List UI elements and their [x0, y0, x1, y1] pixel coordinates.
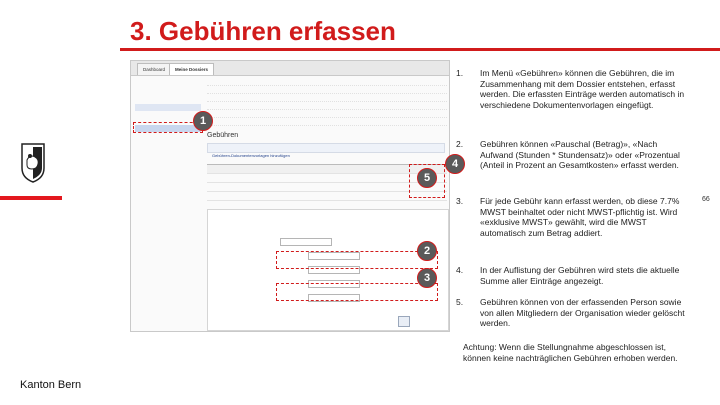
- crest-red-bar: [0, 196, 62, 200]
- add-fee-button[interactable]: [398, 316, 410, 327]
- screenshot-sidebar: [135, 83, 201, 146]
- callout-badge-3: 3: [417, 268, 437, 288]
- step-number: 3.: [456, 196, 464, 206]
- sidebar-item[interactable]: [135, 132, 201, 139]
- fee-type-highlight: [276, 251, 438, 269]
- fees-template-link[interactable]: Gebühren-Dokumentenvorlagen hinzufügen: [212, 153, 290, 158]
- fees-template-bar[interactable]: [207, 143, 445, 158]
- info-row: [207, 102, 447, 110]
- callout-badge-1: 1: [193, 111, 213, 131]
- slide-title: 3. Gebühren erfassen: [130, 16, 396, 46]
- sidebar-item[interactable]: [135, 97, 201, 104]
- fee-type-select[interactable]: [280, 238, 332, 246]
- fee-entry-form: [207, 209, 449, 331]
- step-text: Für jede Gebühr kann erfasst werden, ob diese 7.7% MWST beinhaltet oder nicht MWST-pflichtig ist. Wird «exklusive MWST» gewählt, wird die MWST automatisch zum Betrag addiert.: [480, 196, 680, 238]
- step-text: Gebühren können von der erfassenden Person sowie von allen Mitgliedern der Organisation wieder gelöscht werden.: [480, 297, 685, 328]
- page-number: 66: [702, 196, 710, 203]
- dossier-info-grid: [207, 78, 447, 126]
- info-row: [207, 110, 447, 118]
- title-divider: [120, 48, 720, 51]
- tab-dashboard[interactable]: Dashboard: [137, 63, 171, 75]
- callout-badge-5: 5: [417, 168, 437, 188]
- step-number: 1.: [456, 68, 464, 78]
- info-row: [207, 86, 447, 94]
- step-number: 2.: [456, 139, 464, 149]
- canton-footer: Kanton Bern: [20, 379, 82, 391]
- warning-note: Achtung: Wenn die Stellungnahme abgeschlossen ist, können keine nachträglichen Gebühren erhoben werden.: [463, 342, 678, 363]
- sidebar-item[interactable]: [135, 139, 201, 146]
- info-row: [207, 118, 447, 126]
- sidebar-item[interactable]: [135, 104, 201, 111]
- screenshot-tab-bar: [131, 61, 449, 76]
- sidebar-item[interactable]: [135, 90, 201, 97]
- step-number: 5.: [456, 297, 464, 307]
- bern-crest-icon: [20, 142, 46, 184]
- step-number: 4.: [456, 265, 464, 275]
- fees-heading: Gebühren: [207, 132, 239, 139]
- step-text: Im Menü «Gebühren» können die Gebühren, die im Zusammenhang mit dem Dossier entstehen, erfasst werden. Die erfassten Einträge werden automatisch in verschiedene Dokumentenvorlagen eingefügt.: [480, 68, 685, 110]
- sidebar-item[interactable]: [135, 111, 201, 118]
- info-row: [207, 94, 447, 102]
- step-text: Gebühren können «Pauschal (Betrag)», «Nach Aufwand (Stunden * Stundensatz)» oder «Prozentual (Anteil in Prozent an Gesamtkosten» erfasst werden.: [480, 139, 680, 170]
- step-text: In der Auflistung der Gebühren wird stets die aktuelle Summe aller Einträge angezeigt.: [480, 265, 680, 286]
- application-screenshot: [130, 60, 450, 332]
- sidebar-item[interactable]: [135, 83, 201, 90]
- tab-meine-dossiers[interactable]: Meine Dossiers: [169, 63, 214, 75]
- info-row: [207, 78, 447, 86]
- callout-badge-4: 4: [445, 154, 465, 174]
- callout-badge-2: 2: [417, 241, 437, 261]
- vat-highlight: [276, 283, 438, 301]
